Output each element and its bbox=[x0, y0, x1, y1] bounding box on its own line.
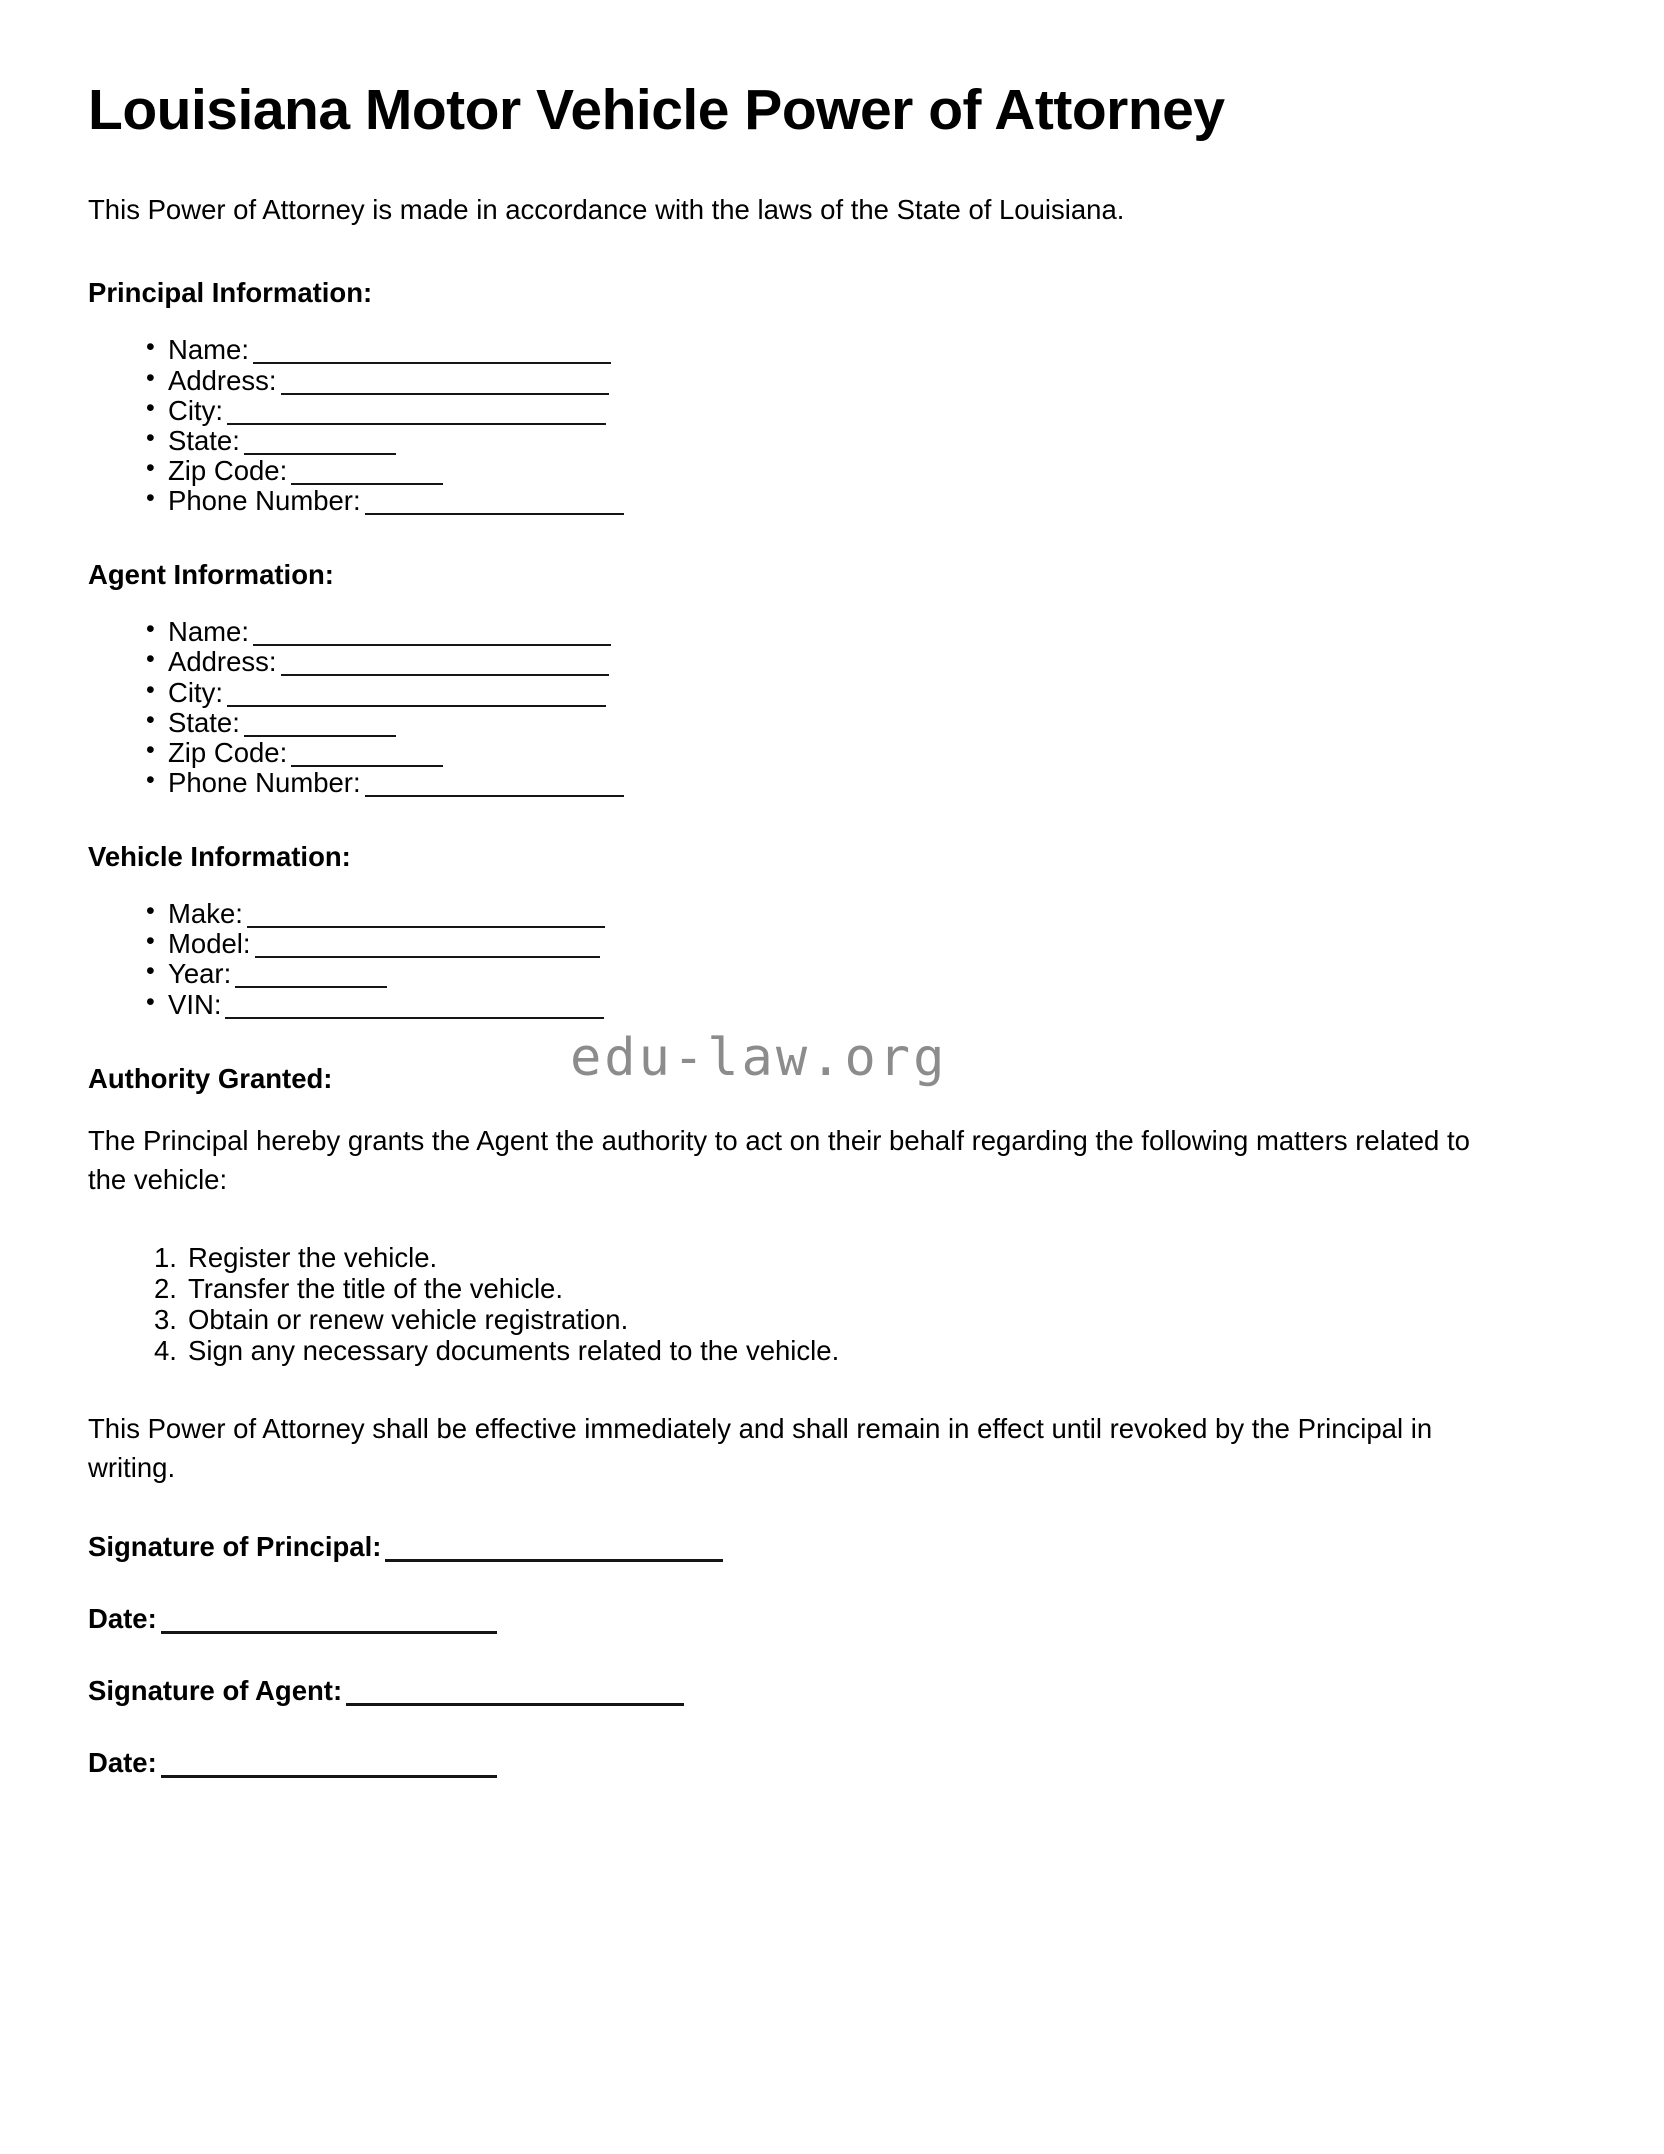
agent-information-heading: Agent Information: bbox=[88, 559, 334, 591]
signature-row bbox=[88, 1675, 1576, 1707]
authority-granted-heading: Authority Granted: bbox=[88, 1062, 333, 1094]
field-row bbox=[146, 647, 1576, 676]
field-label: State: bbox=[168, 424, 240, 456]
field-label: Name: bbox=[168, 616, 249, 648]
site-watermark: edu-law.org bbox=[570, 1028, 948, 1088]
signature-fill-line[interactable] bbox=[385, 1559, 723, 1562]
signature-label: Signature of Agent: bbox=[88, 1675, 343, 1707]
field-row bbox=[146, 678, 1576, 707]
field-fill-line[interactable] bbox=[281, 674, 609, 676]
list-item: Sign any necessary documents related to the vehicle. bbox=[188, 1335, 840, 1367]
field-label: Zip Code: bbox=[168, 455, 288, 487]
field-fill-line[interactable] bbox=[247, 926, 605, 928]
field-label: VIN: bbox=[168, 988, 222, 1020]
field-label: City: bbox=[168, 394, 223, 426]
field-row bbox=[146, 426, 1576, 455]
field-row bbox=[146, 617, 1576, 646]
signature-row bbox=[88, 1603, 1576, 1635]
signature-label: Date: bbox=[88, 1603, 157, 1635]
signature-label: Signature of Principal: bbox=[88, 1531, 382, 1563]
signature-block bbox=[88, 1531, 1576, 1779]
authority-item-list bbox=[88, 1243, 1576, 1366]
field-label: Address: bbox=[168, 646, 277, 678]
field-row bbox=[146, 768, 1576, 797]
signature-row bbox=[88, 1531, 1576, 1563]
field-fill-line[interactable] bbox=[225, 1017, 604, 1019]
field-label: Make: bbox=[168, 898, 243, 930]
field-row bbox=[146, 990, 1576, 1019]
list-item: Transfer the title of the vehicle. bbox=[188, 1272, 563, 1304]
authority-intro-paragraph: The Principal hereby grants the Agent the authority to act on their behalf regarding the following matters related to the vehicle: bbox=[88, 1124, 1470, 1195]
field-fill-line[interactable] bbox=[365, 513, 624, 515]
field-fill-line[interactable] bbox=[227, 705, 606, 707]
agent-field-list bbox=[88, 617, 1576, 797]
field-fill-line[interactable] bbox=[253, 362, 611, 364]
signature-fill-line[interactable] bbox=[161, 1775, 497, 1778]
principal-field-list bbox=[88, 335, 1576, 515]
list-item: Register the vehicle. bbox=[188, 1241, 438, 1273]
signature-fill-line[interactable] bbox=[346, 1703, 684, 1706]
field-fill-line[interactable] bbox=[253, 644, 611, 646]
field-row bbox=[146, 929, 1576, 958]
field-fill-line[interactable] bbox=[255, 956, 600, 958]
field-label: Zip Code: bbox=[168, 736, 288, 768]
vehicle-information-heading: Vehicle Information: bbox=[88, 841, 351, 873]
page-title: Louisiana Motor Vehicle Power of Attorney bbox=[88, 78, 1225, 142]
signature-label: Date: bbox=[88, 1747, 157, 1779]
intro-paragraph: This Power of Attorney is made in accordance with the laws of the State of Louisiana. bbox=[88, 194, 1125, 226]
field-label: State: bbox=[168, 706, 240, 738]
field-label: City: bbox=[168, 676, 223, 708]
field-label: Model: bbox=[168, 928, 251, 960]
field-fill-line[interactable] bbox=[281, 393, 609, 395]
signature-row bbox=[88, 1747, 1576, 1779]
field-row bbox=[146, 708, 1576, 737]
field-label: Phone Number: bbox=[168, 767, 361, 798]
signature-fill-line[interactable] bbox=[161, 1631, 497, 1634]
field-fill-line[interactable] bbox=[227, 423, 606, 425]
vehicle-field-list bbox=[88, 899, 1576, 1019]
field-label: Name: bbox=[168, 334, 249, 366]
field-row bbox=[146, 899, 1576, 928]
field-fill-line[interactable] bbox=[235, 986, 387, 988]
principal-information-heading: Principal Information: bbox=[88, 277, 373, 309]
field-row bbox=[146, 486, 1576, 515]
field-label: Phone Number: bbox=[168, 485, 361, 517]
field-row bbox=[146, 335, 1576, 364]
field-row bbox=[146, 366, 1576, 395]
field-row bbox=[146, 738, 1576, 767]
field-row bbox=[146, 396, 1576, 425]
field-fill-line[interactable] bbox=[365, 795, 624, 797]
field-row bbox=[146, 959, 1576, 988]
list-item: Obtain or renew vehicle registration. bbox=[188, 1304, 629, 1336]
effective-clause-paragraph: This Power of Attorney shall be effective immediately and shall remain in effect until revoked by the Principal in writing. bbox=[88, 1413, 1433, 1484]
field-label: Address: bbox=[168, 364, 277, 396]
field-label: Year: bbox=[168, 958, 232, 990]
field-row bbox=[146, 456, 1576, 485]
